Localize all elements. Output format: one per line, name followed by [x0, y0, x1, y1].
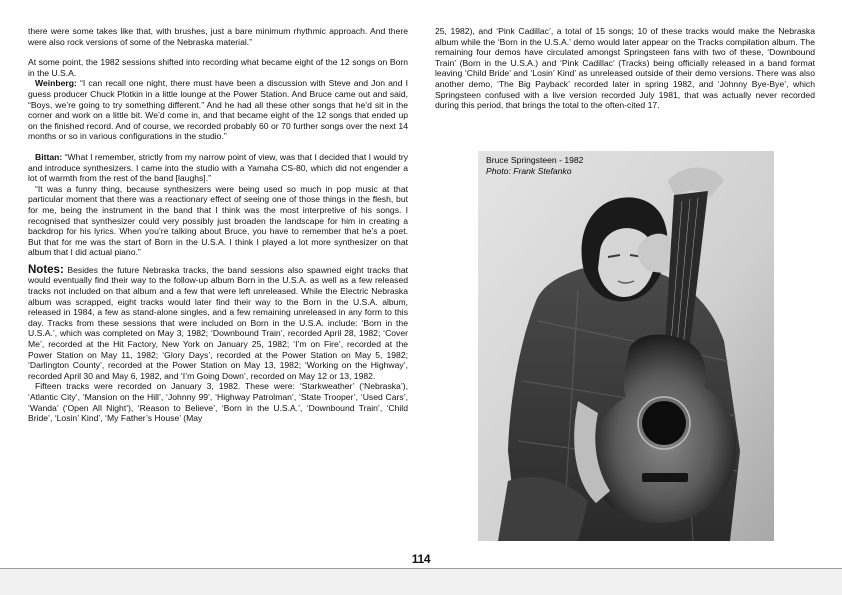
- caption-credit: Photo: Frank Stefanko: [486, 165, 572, 176]
- sessions-paragraph: At some point, the 1982 sessions shifted into recording what became eight of the 12 songs on Born in the U.S.A.: [28, 57, 408, 78]
- page-number: 114: [411, 552, 431, 566]
- right-column-paragraph: 25, 1982), and ‘Pink Cadillac’, a total of 15 songs; 10 of these tracks would make the Nebraska album while the ‘Born in the U.S.A.’ demo would later appear on the Tracks compilation album. The remaining four demos have circulated amongst Springsteen fans with two of these, ‘Downbound Train’ (Born in the U.S.A.) and ‘Pink Cadillac’ (Tracks) being officially released in a band format leaving ‘Child Bride’ and ‘Losin’ Kind’ as unreleased outside of their demo versions. There was also another demo, ‘The Big Payback’ recorded later in spring 1982, and ‘Johnny Bye-Bye’, which Springsteen confused with a live version recorded July 1981, that was actually never recorded during this period, that brings the total to the often-cited 17.: [435, 26, 815, 111]
- right-column: [435, 26, 815, 111]
- bittan-quote-text: “What I remember, strictly from my narrow point of view, was that I decided that I would try and introduce synthesizers. I came into the studio with a Yamaha CS-80, which did not engender a lot of warmth from the rest of the band [laughs].”: [28, 151, 408, 184]
- notes-paragraph: [28, 265, 408, 382]
- bittan-quote-continued: “It was a funny thing, because synthesizers were being used so much in pop music at that particular moment that there was a reactionary effect of seeing one of those things in the flesh, but for me, being the instrument in the band that I think was the most interpretive of his songs. I recognised that synthesizer could very possibly just broaden the landscape for him in creating a backdrop for his lyrics. When you’re talking about Bruce, you have to remember that he’s a poet. But that for me was the start of Born in the U.S.A. I think I played a lot more synthesizer on that album that I did actual piano.”: [28, 183, 408, 258]
- intro-paragraph: there were some takes like that, with brushes, just a bare minimum rhythmic approach. And there were also rock versions of some of the Nebraska material.”: [28, 26, 408, 47]
- fifteen-tracks-paragraph: Fifteen tracks were recorded on January 3, 1982. These were: ‘Starkweather’ (‘Nebraska’), ‘Atlantic City’, ‘Mansion on the Hill’, ‘Johnny 99’, ‘Highway Patrolman’, ‘State Trooper’, ‘Used Cars’, ‘Wanda’ (‘Open All Night’), ‘Reason to Believe’, ‘Born in the U.S.A.’, ‘Downbound Train’, ‘Child Bride’, ‘Losin’ Kind’, ‘My Father’s House’ (May: [28, 381, 408, 424]
- weinberg-quote-text: “I can recall one night, there must have been a discussion with Steve and Jon and I guess producer Chuck Plotkin in a little lounge at the Power Station. And Bruce came out and said, “Boys, we’re going to try something different.” And he had all these other songs that he’d sit in the corner and work on a little bit. We’d come in, and that became eight of the 12 songs that ended up on the finished record. And of course, we recorded probably 60 or 70 further songs over the next 14 months or so in various configurations in the studio.”: [28, 78, 408, 142]
- weinberg-speaker: Weinberg:: [35, 78, 77, 89]
- bittan-speaker: Bittan:: [35, 151, 63, 162]
- weinberg-quote: [28, 78, 408, 142]
- caption-title: Bruce Springsteen - 1982: [486, 155, 584, 165]
- guitar-soundhole: [642, 401, 686, 445]
- notes-text: Besides the future Nebraska tracks, the band sessions also spawned eight tracks that would eventually find their way to the follow-up album Born in the U.S.A. as well as a few released tracks not included on that album and a few that were left unreleased. While the Electric Nebraska album was scrapped, eight tracks would later find their way to the Born in the U.S.A. album, released in 1984, a few as stand-alone singles, and a few remaining unreleased in any form to this day. Tracks from these sessions that were included on Born in the U.S.A. include: ‘Born in the U.S.A.’, which was completed on May 3, 1982; ‘Downbound Train’, recorded April 28, 1982; ‘Cover Me’, recorded at the Hit Factory, New York on January 25, 1982; ‘I’m on Fire’, recorded at the Power Station on May 11, 1982; ‘Glory Days’, recorded at the Power Station on May 5, 1982; ‘Darlington County’, recorded at the Power Station on May 13, 1982; ‘Working on the Highway’, recorded April 30 and May 6, 1982, and ‘I’m Going Down’, recorded on May 12 or 13, 1982.: [28, 264, 408, 381]
- guitar-bridge: [642, 473, 688, 482]
- bittan-quote: [28, 152, 408, 184]
- notes-heading: Notes:: [28, 263, 64, 276]
- bruce-springsteen-photo: [478, 151, 774, 541]
- photo-caption: [486, 155, 583, 176]
- left-column: [28, 26, 408, 424]
- photo-illustration: [478, 151, 774, 541]
